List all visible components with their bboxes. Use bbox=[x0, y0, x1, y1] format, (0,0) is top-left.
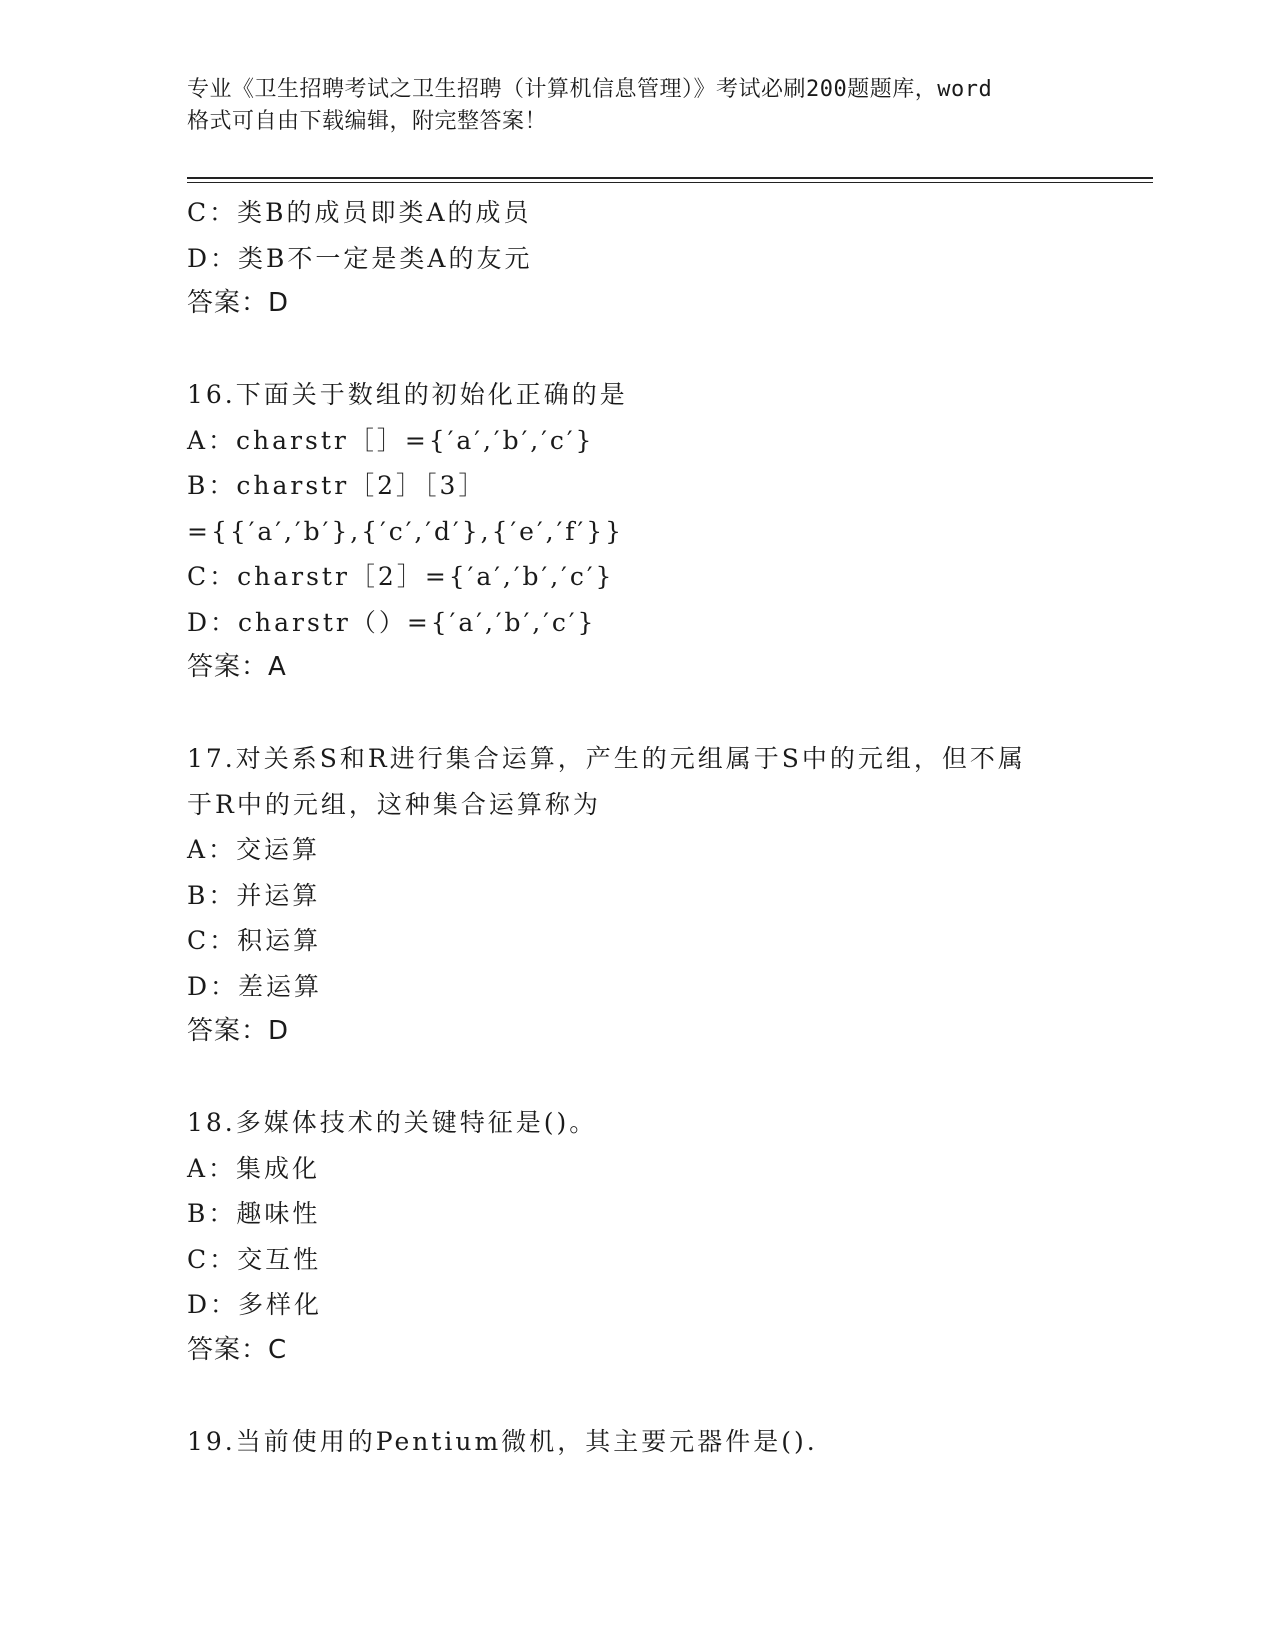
option-d: D：类B不一定是类A的友元 bbox=[187, 243, 533, 273]
option-d: D：charstr（）={′a′,′b′,′c′} bbox=[187, 607, 597, 637]
question-stem: 19.当前使用的Pentium微机，其主要元器件是(). bbox=[187, 1426, 818, 1456]
spacer bbox=[187, 327, 1153, 373]
option-c: C：交互性 bbox=[187, 1244, 322, 1274]
option-b: B：并运算 bbox=[187, 880, 321, 910]
question-stem: 18.多媒体技术的关键特征是()。 bbox=[187, 1108, 598, 1137]
question-stem: 16.下面关于数组的初始化正确的是 bbox=[187, 380, 628, 409]
option-a: A：集成化 bbox=[187, 1153, 321, 1183]
option-d: D：差运算 bbox=[187, 971, 323, 1001]
header-rule-thick bbox=[187, 177, 1153, 179]
header-line-1: 专业《卫生招聘考试之卫生招聘（计算机信息管理）》考试必刷200题题库，word bbox=[187, 77, 993, 102]
question-list bbox=[187, 190, 1153, 1464]
answer: 答案：D bbox=[187, 1016, 290, 1046]
option-d: D：多样化 bbox=[187, 1290, 323, 1319]
question-17 bbox=[187, 736, 1153, 1055]
header-rule-thin bbox=[187, 182, 1153, 183]
answer: 答案：D bbox=[187, 288, 290, 318]
question-16 bbox=[187, 372, 1153, 691]
option-a: A：交运算 bbox=[187, 835, 321, 864]
option-c: C：积运算 bbox=[187, 926, 322, 955]
page-header bbox=[187, 74, 1087, 138]
option-c: C：charstr［2］={′a′,′b′,′c′} bbox=[187, 562, 615, 591]
answer: 答案：A bbox=[187, 652, 287, 682]
answer: 答案：C bbox=[187, 1334, 288, 1365]
option-c: C：类B的成员即类A的成员 bbox=[187, 198, 532, 227]
spacer bbox=[187, 691, 1153, 737]
spacer bbox=[187, 1055, 1153, 1101]
question-18 bbox=[187, 1100, 1153, 1373]
option-b: B：趣味性 bbox=[187, 1199, 321, 1228]
question-15-tail bbox=[187, 190, 1153, 327]
option-b-continued: ={{′a′,′b′},{′c′,′d′},{′e′,′f′}} bbox=[187, 516, 625, 546]
option-a: A：charstr［］={′a′,′b′,′c′} bbox=[187, 425, 595, 455]
question-stem-continued: 于R中的元组，这种集合运算称为 bbox=[187, 789, 601, 819]
header-line-2: 格式可自由下载编辑，附完整答案！ bbox=[187, 109, 548, 134]
question-stem: 17.对关系S和R进行集合运算，产生的元组属于S中的元组，但不属 bbox=[187, 744, 1026, 773]
spacer bbox=[187, 1373, 1153, 1419]
question-19 bbox=[187, 1419, 1153, 1465]
option-b: B：charstr［2］［3］ bbox=[187, 471, 487, 500]
